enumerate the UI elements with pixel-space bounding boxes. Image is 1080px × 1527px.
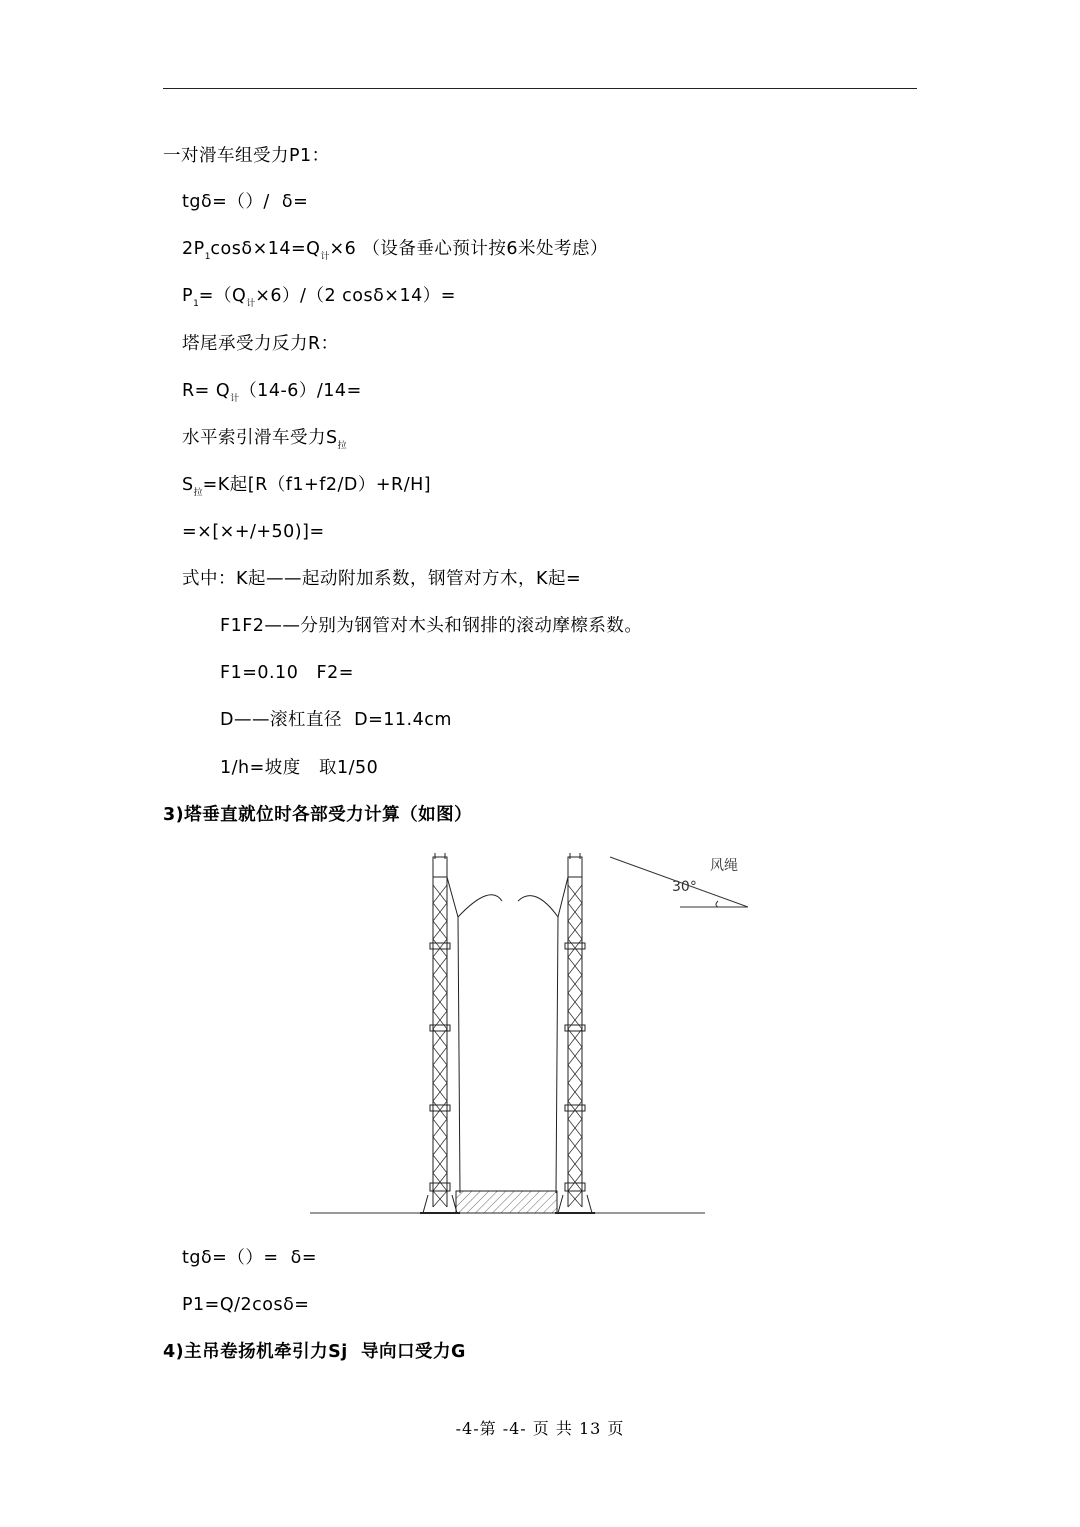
section-heading-4: 4)主吊卷扬机牵引力Sj 导向口受力G bbox=[163, 1342, 466, 1362]
line-p1-vertical: P1=Q/2cosδ= bbox=[182, 1295, 310, 1315]
angle-label: 30° bbox=[672, 879, 697, 895]
line-s-value: =×[×+/+50)]= bbox=[182, 522, 325, 542]
line-tg-delta: tgδ=（）/ δ= bbox=[182, 192, 309, 212]
line-tg-delta-2: tgδ=（）= δ= bbox=[182, 1248, 317, 1268]
line-slope: 1/h=坡度 取1/50 bbox=[220, 758, 379, 778]
line-pulley-force: 一对滑车组受力P1： bbox=[163, 146, 330, 166]
line-friction-coeff: F1F2——分别为钢管对木头和钢排的滚动摩檫系数。 bbox=[220, 616, 643, 636]
vessel-outline bbox=[458, 895, 558, 1193]
section-heading-3: 3)塔垂直就位时各部受力计算（如图） bbox=[163, 805, 473, 825]
line-tail-reaction: 塔尾承受力反力R： bbox=[182, 334, 339, 354]
header-rule bbox=[163, 88, 917, 89]
foundation-hatch bbox=[456, 1191, 557, 1213]
line-s-formula: $S_拉=K$起[R（f1+f2/D）+R/H] bbox=[182, 475, 432, 498]
tower-erection-figure bbox=[300, 845, 760, 1220]
line-where-k: 式中：K起——起动附加系数，钢管对方木，K起= bbox=[182, 569, 582, 589]
line-f-values: F1=0.10 F2= bbox=[220, 663, 354, 683]
line-roller-diameter: D——滚杠直径 D=11.4cm bbox=[220, 710, 452, 730]
wind-rope-label: 风绳 bbox=[710, 858, 738, 874]
line-horizontal-pulley: 水平索引滑车受力$S_拉$ bbox=[182, 428, 347, 451]
line-p1-formula: $P_1=(Q_计\times 6)/(2$ cosδ×14）= bbox=[182, 286, 456, 309]
line-r-formula: $R= Q_计(14-6)/14=$ bbox=[182, 381, 362, 404]
left-tower bbox=[420, 853, 460, 1213]
page-footer: -4-第 -4- 页 共 13 页 bbox=[455, 1419, 625, 1438]
right-tower bbox=[555, 853, 595, 1213]
line-moment-equation: $2P_1\cos\delta\times 14=Q_计\times 6$ （设备垂心预计按6米处考虑） bbox=[182, 239, 608, 262]
